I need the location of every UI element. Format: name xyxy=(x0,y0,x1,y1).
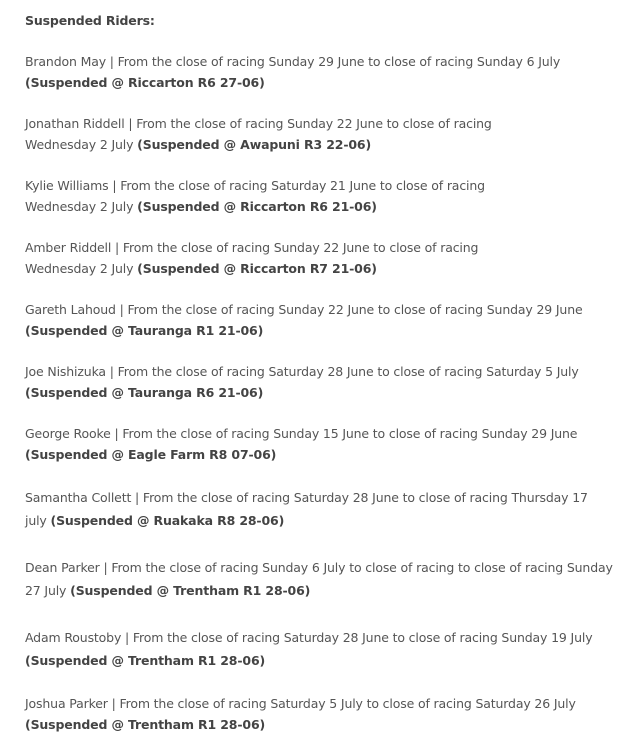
rider-suspension-venue: (Suspended @ Riccarton R6 27-06) xyxy=(25,74,265,90)
rider-suspension-venue: (Suspended @ Ruakaka R8 28-06) xyxy=(50,513,285,528)
rider-suspension-period: Dean Parker | From the close of racing Sunday 6 July to close of racing to close of racing Sunday 27 July xyxy=(25,560,613,598)
rider-suspension-period: Samantha Collett | From the close of racing Saturday 28 June to close of racing Thursday 17 july xyxy=(25,490,588,528)
rider-entry-brandon-may xyxy=(25,52,625,93)
rider-suspension-venue: (Suspended @ Riccarton R6 21-06) xyxy=(137,198,377,214)
rider-suspension-period: Gareth Lahoud | From the close of racing Sunday 22 June to close of racing Sunday 29 June xyxy=(25,302,583,317)
rider-suspension-period: Kylie Williams | From the close of racing Saturday 21 June to close of racing Wednesday 2 July xyxy=(25,178,485,214)
rider-entry-amber-riddell xyxy=(25,238,537,279)
rider-entry-george-rooke xyxy=(25,424,625,465)
rider-suspension-period: George Rooke | From the close of racing Sunday 15 June to close of racing Sunday 29 June xyxy=(25,426,578,441)
rider-suspension-period: Jonathan Riddell | From the close of racing Sunday 22 June to close of racing Wednesday 2 July xyxy=(25,116,492,152)
rider-suspension-period: Brandon May | From the close of racing Sunday 29 June to close of racing Sunday 6 July xyxy=(25,54,561,69)
rider-suspension-period: Adam Roustoby | From the close of racing Saturday 28 June to close of racing Sunday 19 July xyxy=(25,630,593,645)
rider-suspension-period: Joshua Parker | From the close of racing Saturday 5 July to close of racing Saturday 26 July xyxy=(25,696,576,711)
rider-entry-adam-roustoby xyxy=(25,626,597,672)
section-heading: Suspended Riders: xyxy=(25,13,155,28)
rider-suspension-venue: (Suspended @ Riccarton R7 21-06) xyxy=(137,260,377,276)
rider-entry-gareth-lahoud xyxy=(25,300,625,341)
rider-suspension-venue: (Suspended @ Tauranga R1 21-06) xyxy=(25,322,264,338)
rider-suspension-period: Joe Nishizuka | From the close of racing Saturday 28 June to close of racing Saturday 5 July xyxy=(25,364,579,379)
rider-suspension-period: Amber Riddell | From the close of racing Sunday 22 June to close of racing Wednesday 2 July xyxy=(25,240,479,276)
rider-entry-kylie-williams xyxy=(25,176,543,217)
rider-suspension-venue: (Suspended @ Tauranga R6 21-06) xyxy=(25,384,264,400)
rider-entry-joe-nishizuka xyxy=(25,362,625,403)
rider-suspension-venue: (Suspended @ Eagle Farm R8 07-06) xyxy=(25,446,277,462)
rider-entry-joshua-parker xyxy=(25,694,625,735)
rider-entry-jonathan-riddell xyxy=(25,114,550,155)
rider-entry-samantha-collett xyxy=(25,486,610,532)
rider-suspension-venue: (Suspended @ Awapuni R3 22-06) xyxy=(137,136,372,152)
rider-suspension-venue: (Suspended @ Trentham R1 28-06) xyxy=(25,716,266,732)
rider-suspension-venue: (Suspended @ Trentham R1 28-06) xyxy=(25,653,266,668)
rider-entry-dean-parker xyxy=(25,556,625,602)
rider-suspension-venue: (Suspended @ Trentham R1 28-06) xyxy=(70,583,311,598)
